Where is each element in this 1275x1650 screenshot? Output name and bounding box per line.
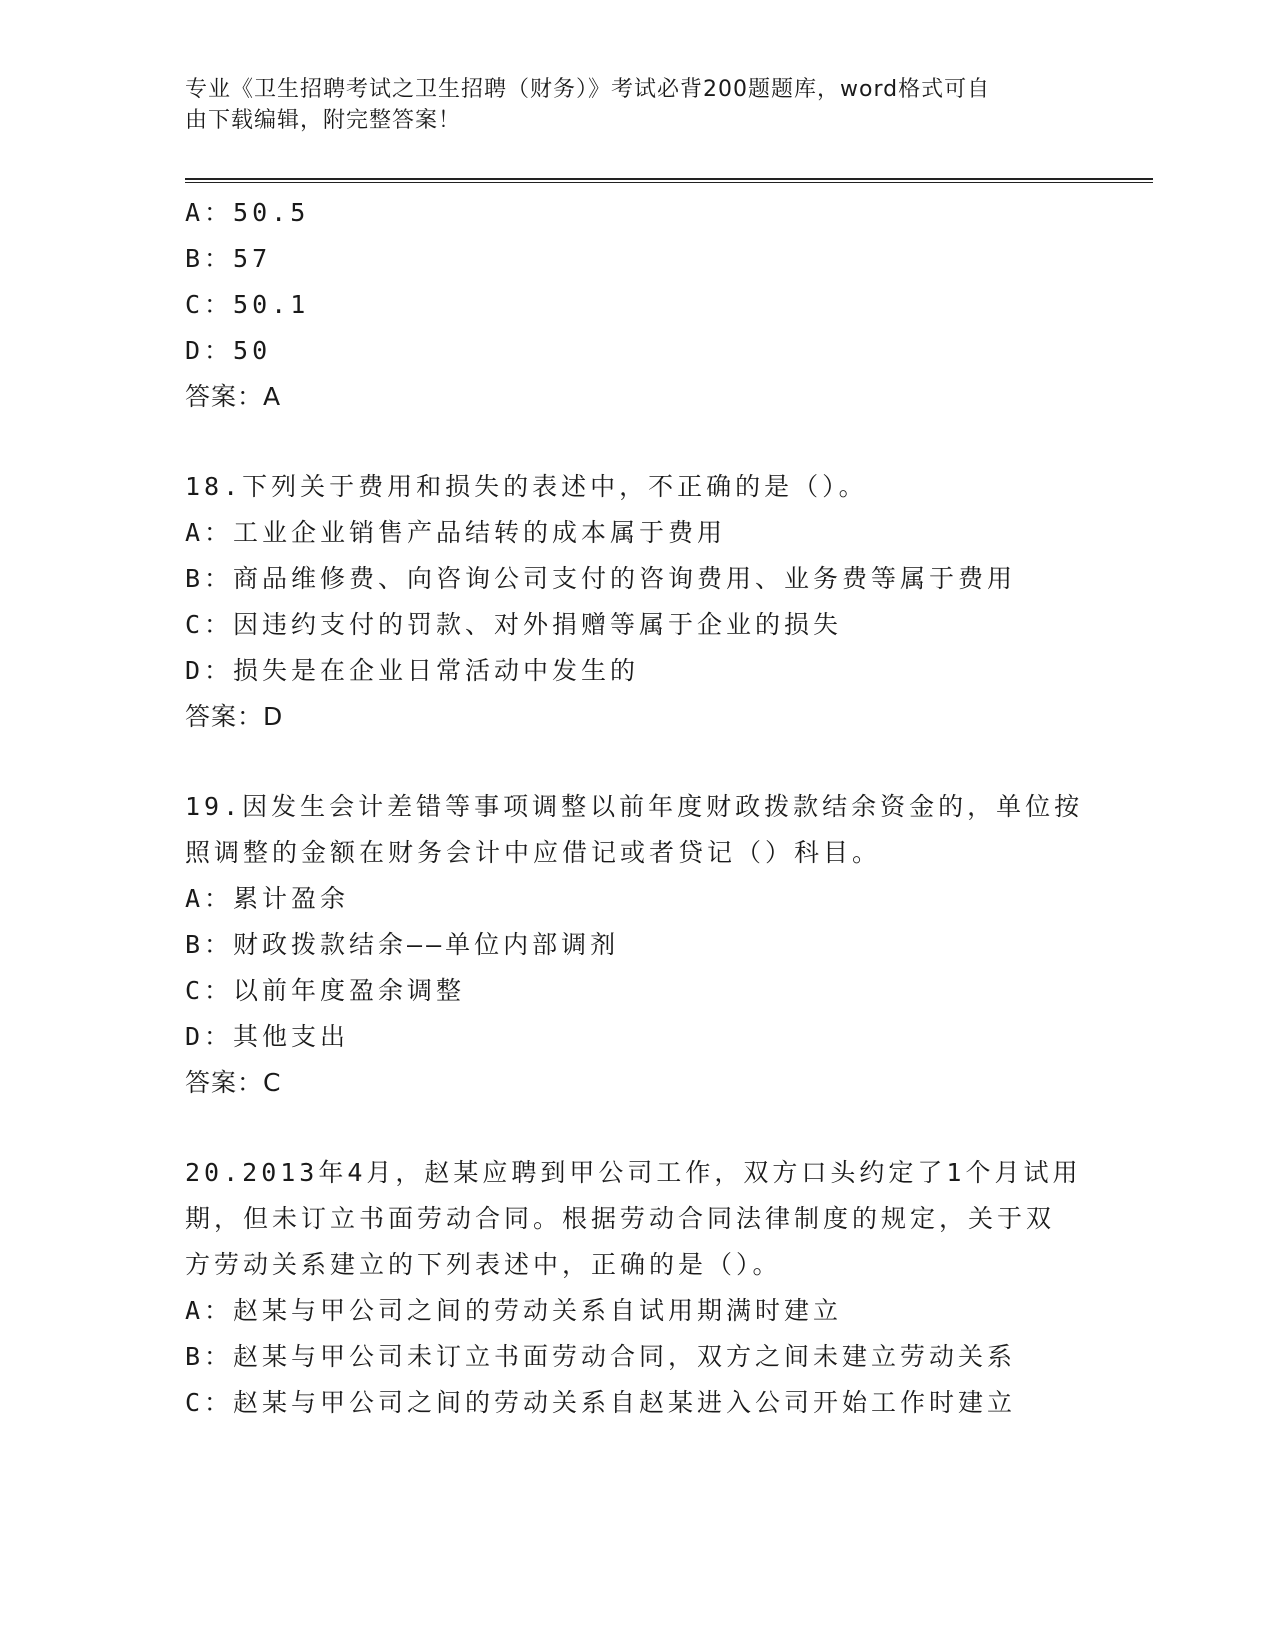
option-a: A：工业企业销售产品结转的成本属于费用 — [185, 518, 727, 547]
option-b: B：商品维修费、向咨询公司支付的咨询费用、业务费等属于费用 — [185, 564, 1017, 593]
question-list — [185, 190, 1085, 1426]
question-stem-line-1: 20.2013年4月，赵某应聘到甲公司工作，双方口头约定了1个月试用 — [185, 1158, 1082, 1187]
question-stem-line-1: 19.因发生会计差错等事项调整以前年度财政拨款结余资金的，单位按 — [185, 792, 1084, 821]
option-a: A：累计盈余 — [185, 884, 350, 913]
option-c: C：因违约支付的罚款、对外捐赠等属于企业的损失 — [185, 610, 843, 639]
question-stem-line-3: 方劳动关系建立的下列表述中，正确的是（）。 — [185, 1250, 782, 1279]
option-c: C：以前年度盈余调整 — [185, 976, 466, 1005]
question-stem-line-2: 期，但未订立书面劳动合同。根据劳动合同法律制度的规定，关于双 — [185, 1204, 1056, 1233]
option-b: B：财政拨款结余——单位内部调剂 — [185, 930, 620, 959]
question-stem: 18.下列关于费用和损失的表述中，不正确的是（）。 — [185, 472, 868, 501]
option-c: C：赵某与甲公司之间的劳动关系自赵某进入公司开始工作时建立 — [185, 1388, 1017, 1417]
header-divider-thick — [185, 178, 1153, 180]
option-b: B：57 — [185, 244, 272, 273]
spacer — [185, 740, 1085, 784]
option-a: A：赵某与甲公司之间的劳动关系自试用期满时建立 — [185, 1296, 843, 1325]
answer-label: 答案：C — [185, 1068, 282, 1097]
header-line-1: 专业《卫生招聘考试之卫生招聘（财务）》考试必背200题题库，word格式可自 — [185, 77, 991, 102]
question-17 — [185, 190, 1085, 420]
answer-label: 答案：A — [185, 382, 282, 411]
question-18 — [185, 464, 1085, 740]
question-20 — [185, 1150, 1085, 1426]
option-d: D：损失是在企业日常活动中发生的 — [185, 656, 640, 685]
option-a: A：50.5 — [185, 198, 310, 227]
answer-label: 答案：D — [185, 702, 284, 731]
option-c: C：50.1 — [185, 290, 310, 319]
spacer — [185, 420, 1085, 464]
question-19 — [185, 784, 1085, 1106]
header-divider-thin — [185, 182, 1153, 183]
question-stem-line-2: 照调整的金额在财务会计中应借记或者贷记（）科目。 — [185, 838, 882, 867]
header-line-2: 由下载编辑，附完整答案！ — [185, 108, 462, 133]
option-d: D：50 — [185, 336, 272, 365]
option-d: D：其他支出 — [185, 1022, 350, 1051]
document-header — [185, 74, 1065, 136]
spacer — [185, 1106, 1085, 1150]
option-b: B：赵某与甲公司未订立书面劳动合同，双方之间未建立劳动关系 — [185, 1342, 1017, 1371]
